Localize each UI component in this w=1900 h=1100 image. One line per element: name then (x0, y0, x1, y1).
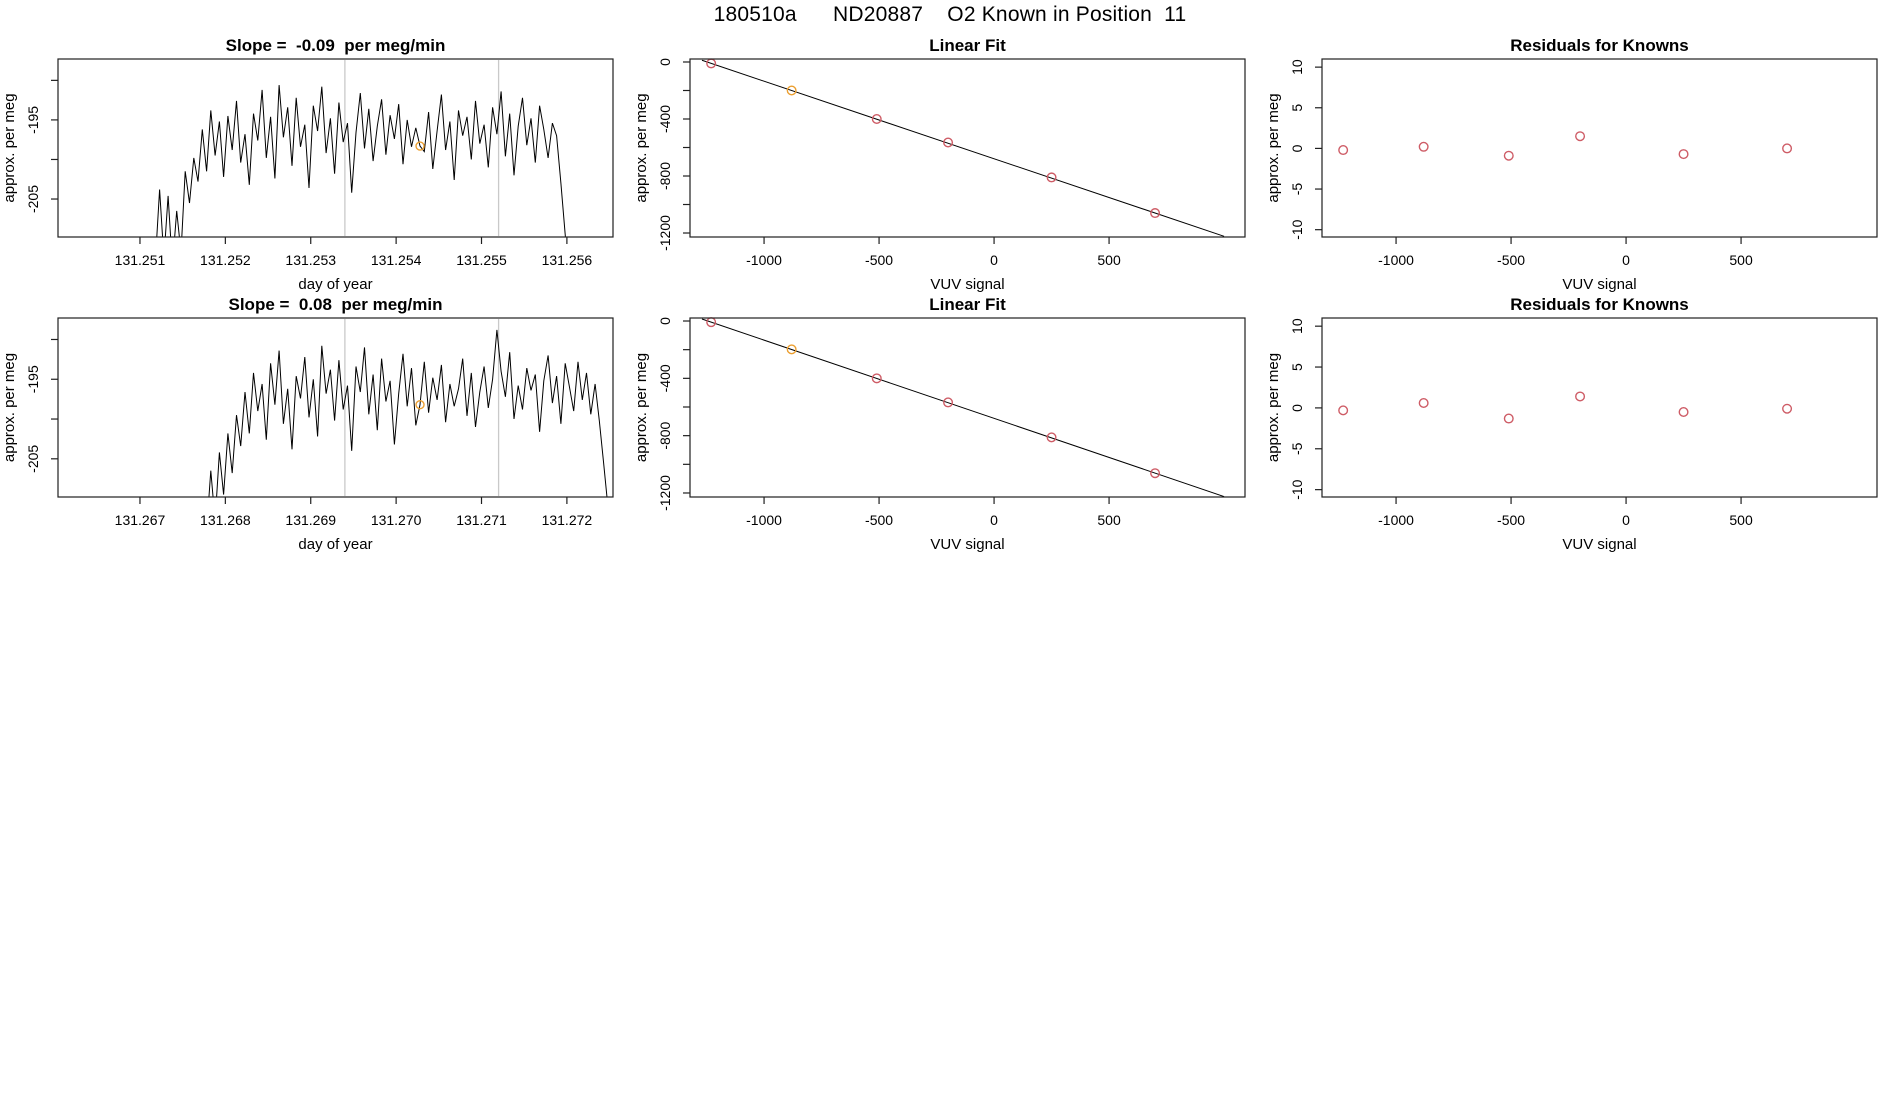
y-tick-label: 10 (1289, 59, 1305, 75)
fit-line (702, 60, 1224, 236)
x-tick-label: 131.254 (370, 252, 422, 268)
y-tick-label: 10 (1289, 318, 1305, 334)
y-tick-label: -1200 (657, 215, 673, 251)
x-axis-label: VUV signal (930, 276, 1005, 293)
x-axis-label: VUV signal (1562, 276, 1637, 293)
plot-border (58, 59, 613, 237)
known-point (1419, 399, 1428, 408)
x-tick-label: 500 (1729, 512, 1753, 528)
linear-fit-1 (633, 36, 1245, 293)
known-point (1783, 144, 1792, 153)
plot-border (1322, 59, 1877, 237)
x-tick-label: 131.272 (541, 512, 593, 528)
x-tick-label: 0 (1622, 252, 1630, 268)
known-point (1576, 392, 1585, 401)
x-tick-label: 131.269 (285, 512, 337, 528)
x-tick-label: -500 (1497, 512, 1526, 528)
x-tick-label: 0 (990, 512, 998, 528)
x-axis-label: day of year (298, 536, 373, 553)
x-tick-label: 131.253 (285, 252, 337, 268)
panel-title: Linear Fit (929, 295, 1006, 314)
y-tick-label: 5 (1289, 363, 1305, 371)
panel-title: Residuals for Knowns (1510, 295, 1689, 314)
x-tick-label: 131.270 (370, 512, 422, 528)
y-axis-label: approx. per meg (1265, 352, 1282, 463)
y-tick-label: -205 (25, 444, 41, 473)
y-tick-label: 0 (1289, 144, 1305, 153)
x-tick-label: -1000 (1378, 512, 1414, 528)
fit-line (702, 319, 1224, 497)
x-tick-label: -500 (865, 252, 894, 268)
y-tick-label: -5 (1289, 442, 1305, 456)
known-point (1679, 150, 1688, 159)
x-tick-label: -1000 (1378, 252, 1414, 268)
x-tick-label: 0 (990, 252, 998, 268)
known-point (1504, 151, 1513, 160)
x-axis-label: VUV signal (930, 536, 1005, 553)
plot-border (690, 318, 1245, 497)
x-tick-label: -500 (1497, 252, 1526, 268)
y-axis-label: approx. per meg (1265, 93, 1282, 203)
known-point (1339, 146, 1348, 155)
y-tick-label: -800 (657, 161, 673, 191)
plot-border (1322, 318, 1877, 497)
x-tick-label: 131.271 (456, 512, 507, 528)
y-tick-label: -195 (25, 365, 41, 394)
y-tick-label: -800 (657, 421, 673, 450)
x-tick-label: 131.252 (200, 252, 251, 268)
y-axis-label: approx. per meg (1, 93, 18, 203)
timeseries-slope-1 (1, 36, 613, 293)
x-tick-label: 500 (1097, 252, 1121, 268)
x-tick-label: 500 (1097, 512, 1121, 528)
x-tick-label: 131.267 (114, 512, 166, 528)
panel-title: Slope = -0.09 per meg/min (225, 36, 446, 55)
x-axis-label: day of year (298, 276, 373, 293)
residuals-1 (1265, 36, 1877, 293)
y-tick-label: -195 (25, 105, 41, 134)
y-tick-label: 0 (657, 58, 673, 66)
known-point (1339, 406, 1348, 415)
y-axis-label: approx. per meg (633, 93, 650, 203)
x-tick-label: 131.251 (114, 252, 166, 268)
y-tick-label: 5 (1289, 103, 1305, 112)
x-tick-label: 0 (1622, 512, 1630, 528)
known-point (1504, 414, 1513, 423)
y-tick-label: -400 (657, 364, 673, 393)
known-point (1419, 142, 1428, 151)
y-tick-label: -400 (657, 104, 673, 134)
x-tick-label: 131.255 (456, 252, 507, 268)
y-tick-label: 0 (657, 317, 673, 325)
residuals-2 (1265, 295, 1877, 553)
x-tick-label: 500 (1729, 252, 1753, 268)
figure-title: 180510a ND20887 O2 Known in Position 11 (713, 3, 1187, 26)
panel-title: Linear Fit (929, 36, 1006, 55)
y-tick-label: -5 (1289, 182, 1305, 196)
x-tick-label: 131.256 (541, 252, 593, 268)
known-point (1679, 408, 1688, 417)
y-axis-label: approx. per meg (1, 352, 18, 463)
y-tick-label: -205 (25, 185, 41, 214)
known-point (1576, 132, 1585, 141)
y-tick-label: -10 (1289, 479, 1305, 500)
x-axis-label: VUV signal (1562, 536, 1637, 553)
known-point (1783, 404, 1792, 413)
x-tick-label: -1000 (746, 252, 782, 268)
y-tick-label: -10 (1289, 219, 1305, 240)
plot-border (690, 59, 1245, 237)
y-axis-label: approx. per meg (633, 352, 650, 463)
panel-title: Residuals for Knowns (1510, 36, 1689, 55)
y-tick-label: -1200 (657, 475, 673, 511)
y-tick-label: 0 (1289, 404, 1305, 412)
x-tick-label: -500 (865, 512, 894, 528)
panel-title: Slope = 0.08 per meg/min (228, 295, 443, 314)
timeseries-slope-2 (1, 295, 613, 554)
x-tick-label: -1000 (746, 512, 782, 528)
linear-fit-2 (633, 295, 1245, 553)
x-tick-label: 131.268 (200, 512, 251, 528)
